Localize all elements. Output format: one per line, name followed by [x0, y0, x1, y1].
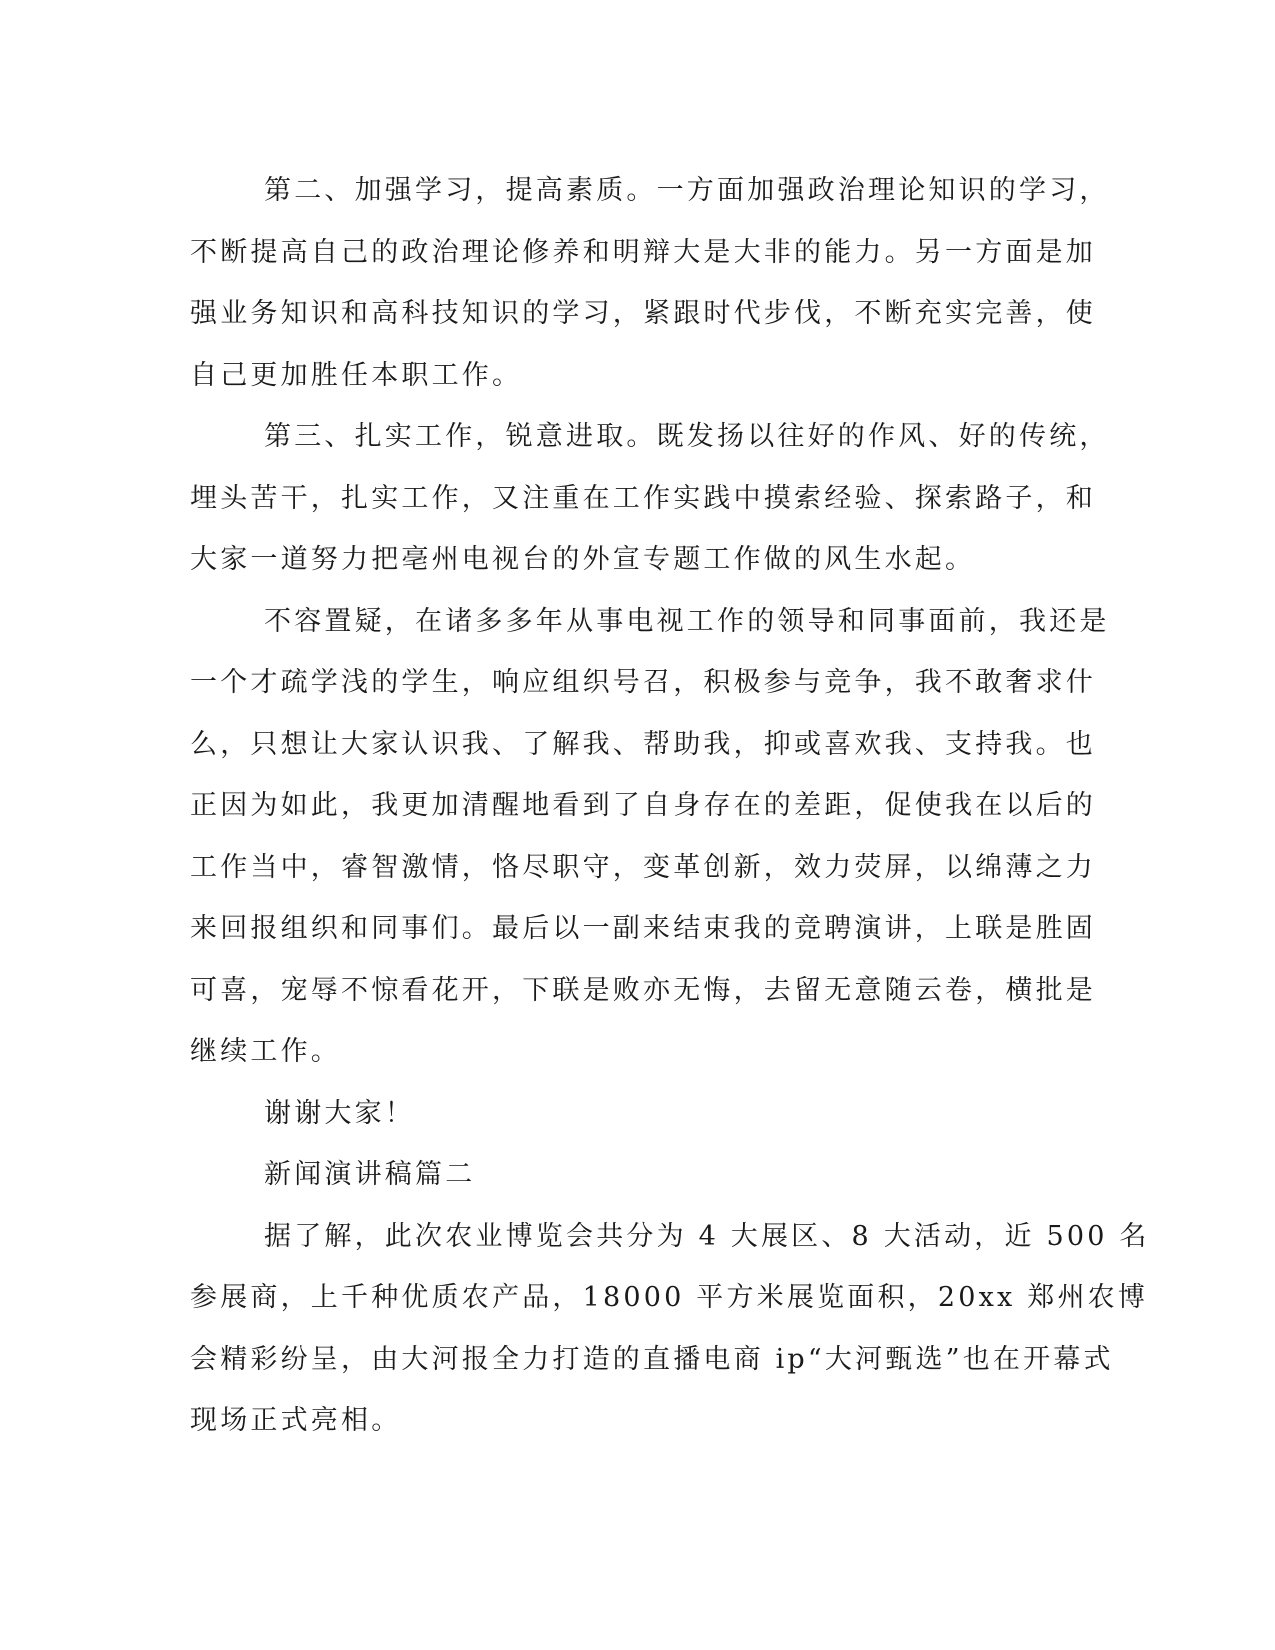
paragraph-line: 正因为如此，我更加清醒地看到了自身存在的差距，促使我在以后的: [190, 790, 1096, 821]
paragraph-line: 埋头苦干，扎实工作，又注重在工作实践中摸索经验、探索路子，和: [190, 482, 1096, 514]
paragraph-line: 会精彩纷呈，由大河报全力打造的直播电商 ip“大河甄选”也在开幕式: [190, 1343, 1114, 1375]
closing-thanks: 谢谢大家！: [264, 1097, 415, 1129]
paragraph-line: 参展商，上千种优质农产品，18000 平方米展览面积，20xx 郑州农博: [190, 1282, 1149, 1313]
section-heading: 新闻演讲稿篇二: [264, 1159, 476, 1190]
paragraph-line: 不容置疑，在诸多多年从事电视工作的领导和同事面前，我还是: [264, 605, 1110, 637]
paragraph-line: 自己更加胜任本职工作。: [190, 359, 523, 391]
paragraph-line: 第二、加强学习，提高素质。一方面加强政治理论知识的学习，: [264, 175, 1110, 206]
paragraph-line: 强业务知识和高科技知识的学习，紧跟时代步伐，不断充实完善，使: [190, 298, 1096, 329]
paragraph-line: 现场正式亮相。: [190, 1405, 402, 1436]
paragraph-line: 可喜，宠辱不惊看花开，下联是败亦无悔，去留无意随云卷，横批是: [190, 974, 1096, 1006]
paragraph-line: 据了解，此次农业博览会共分为 4 大展区、8 大活动，近 500 名: [264, 1220, 1150, 1252]
paragraph-line: 大家一道努力把亳州电视台的外宣专题工作做的风生水起。: [190, 544, 976, 575]
paragraph-line: 工作当中，睿智激情，恪尽职守，变革创新，效力荧屏，以绵薄之力: [190, 851, 1096, 883]
paragraph-line: 第三、扎实工作，锐意进取。既发扬以往好的作风、好的传统，: [264, 421, 1110, 452]
document-body: [190, 160, 1150, 1452]
paragraph-line: 一个才疏学浅的学生，响应组织号召，积极参与竞争，我不敢奢求什: [190, 667, 1096, 698]
paragraph-line: 继续工作。: [190, 1036, 341, 1067]
paragraph-line: 来回报组织和同事们。最后以一副来结束我的竞聘演讲，上联是胜固: [190, 913, 1096, 944]
paragraph-line: 么，只想让大家认识我、了解我、帮助我，抑或喜欢我、支持我。也: [190, 728, 1096, 760]
paragraph-line: 不断提高自己的政治理论修养和明辩大是大非的能力。另一方面是加: [190, 236, 1096, 268]
